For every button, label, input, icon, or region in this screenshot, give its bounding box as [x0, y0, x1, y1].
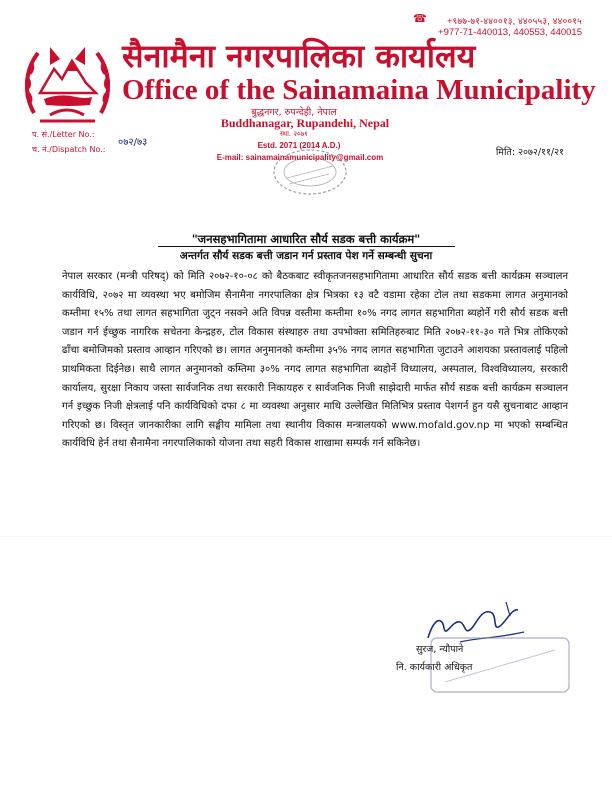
- telephone-icon: ☎: [413, 12, 427, 25]
- letter-no-label: प. सं./Letter No.:: [32, 130, 95, 139]
- title-underline: [158, 246, 455, 247]
- address-english: Buddhanagar, Rupandehi, Nepal: [220, 116, 390, 130]
- municipality-emblem: [20, 35, 115, 125]
- office-title-english: Office of the Sainamaina Municipality: [122, 74, 596, 106]
- letter-date: मिति: २०७२/११/२१: [495, 147, 564, 158]
- phone-numbers-nepali: +९७७-७१-४४००१३, ४४०५५३, ४४००१५: [447, 16, 582, 26]
- phone-numbers-english: +977-71-440013, 440553, 440015: [438, 27, 582, 38]
- established-english: Estd. 2071 (2014 A.D.): [257, 141, 341, 150]
- notice-body: नेपाल सरकार (मन्त्री परिषद्) को मिति २०७२-१०-०८ को बैठकबाट स्वीकृतजनसहभागितामा आधारित सौर्य सडक बत्ती कार्यक्रम सञ्चालन कार्यविधि, २०७२ मा व्यवस्था भए बमोजिम सैनामैना नगरपालिका क्षेत्र भित्रका १३ वटै वडामा रहेका टोल तथा सडकमा लागत अनुमानको कम्तीमा १५% तथा लागत सहभागिता जुट्न नसक्ने अति विपन्न वस्तीमा कम्तीमा १०% नगद लागत सहभागिता ब्यहोर्ने गरी सौर्य सडक बत्ती जडान गर्न ईच्छुक नागरिक सचेतना केन्द्रहरु, टोल विकास संस्थाहरु तथा उपभोक्ता समितिहरुबाट मिति २०७२-११-३० गते भित्र तोकिएको ढाँचा बमोजिमको प्रस्ताव आव्हान गरिएको छ। लागत अनुमानको कम्तीमा ३५% नगद लागत सहभागिता जुटाउने आशयका प्रस्तावलाई पहिलो प्राथमिकता दिईनेछ। साथै लागत अनुमानको कम्तिमा ३०% नगद लागत सहभागिता ब्यहोर्ने विध्यालय, अस्पताल, विश्वविध्यालय, सरकारी कार्यालय, सुरक्षा निकाय जस्ता सार्वजनिक तथा सरकारी निकायहरु र सार्वजनिक निजी साझेदारी मार्फत सौर्य सडक बत्ती कार्यक्रम सञ्चालन गर्न इच्छुक निजी क्षेत्रलाई पनि कार्यविधिको दफा ८ मा व्यवस्था अनुसार माथि उल्लेखित मितिभित्र प्रस्ताव पेशगर्न हुन यसै सुचनाबाट आव्हान गरिएको छ। विस्तृत जानकारीका लागि सङ्घीय मामिला तथा स्थानीय विकास मन्त्रालयको www.mofald.gov.np मा भएको सम्बन्धित कार्यविधि हेर्न तथा सैनामैना नगरपालिकाको योजना तथा सहरी विकास शाखामा सम्पर्क गर्न सकिनेछ।: [62, 271, 568, 450]
- email-address: E-mail: sainamainamunicipality@gmail.com: [216, 153, 384, 162]
- office-seal: [265, 140, 355, 200]
- letter-no-value: ०७२/७३: [118, 137, 148, 148]
- notice-subtitle: अन्तर्गत सौर्य सडक बत्ती जडान गर्न प्रस्ताव पेश गर्ने सम्बन्धी सुचना: [179, 250, 433, 262]
- page-fold: [0, 536, 612, 537]
- established-nepali: स्था. २०७१: [280, 130, 308, 138]
- address-nepali: बुद्धनगर, रुपन्देही, नेपाल: [251, 107, 337, 118]
- dispatch-no-label: च. नं./Dispatch No.:: [32, 145, 106, 154]
- signatory-name: सुरज, न्यौपाने: [416, 644, 464, 655]
- signatory-designation: नि. कार्यकारी अधिकृत: [396, 662, 473, 673]
- notice-title: "जनसहभागितामा आधारित सौर्य सडक बत्ती कार्यक्रम": [191, 232, 421, 246]
- office-title-nepali: सैनामैना नगरपालिका कार्यालय: [122, 37, 476, 75]
